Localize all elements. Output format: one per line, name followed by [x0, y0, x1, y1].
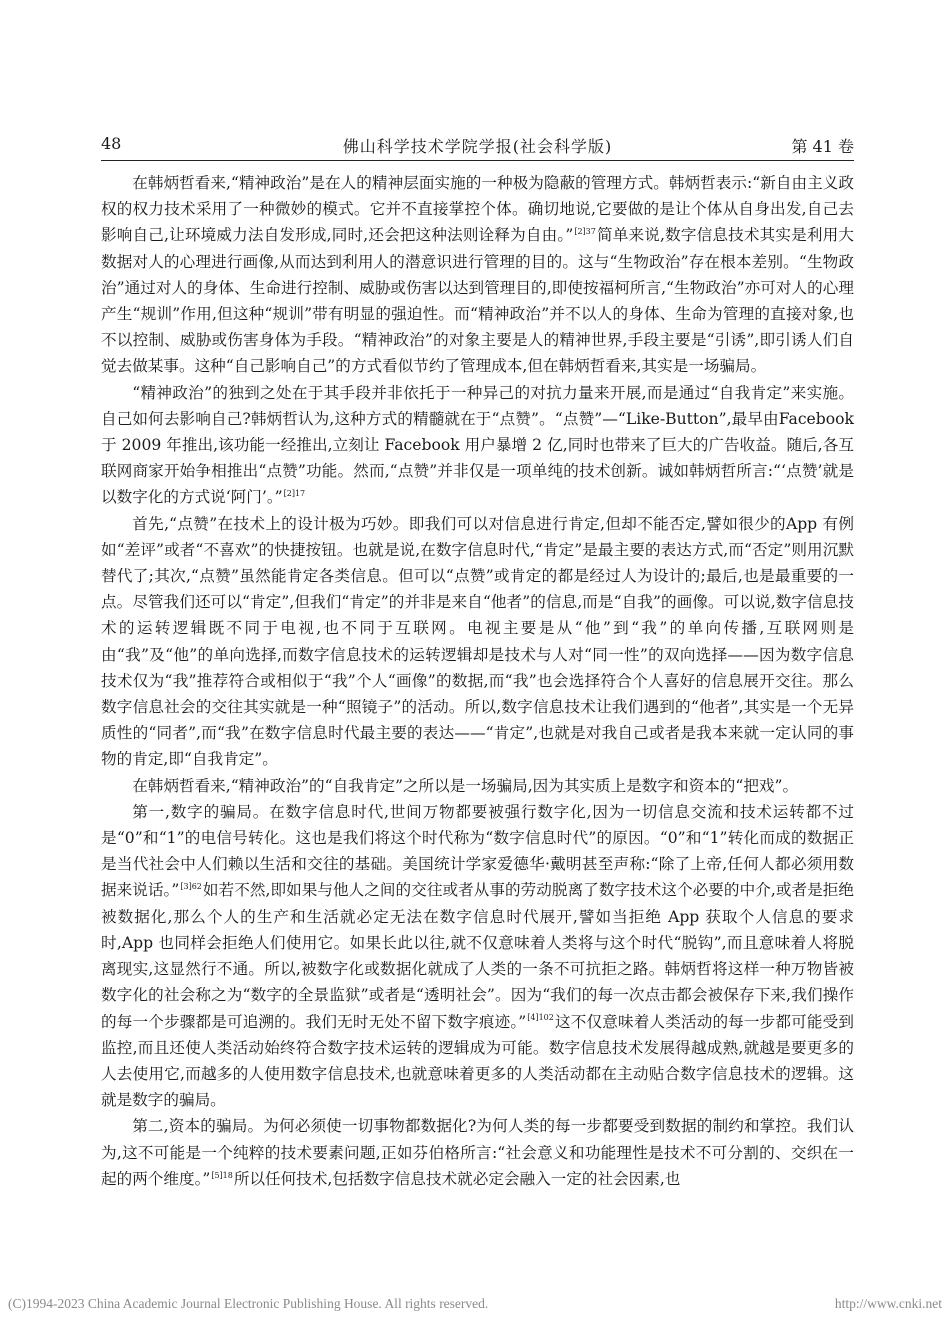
paragraph-text: 第一,数字的骗局。在数字信息时代,世间万物都要被强行数字化,因为一切信息交流和技术运转都不过是“0”和“1”的电信号转化。这也是我们将这个时代称为“数字信息时代”的原因。“0”和“1”转化而成的数据正是当代社会中人们赖以生活和交往的基础。美国统计学家爱德华·戴明甚至声称:“除了上帝,任何人都必须用数据来说话。” [101, 802, 854, 900]
article-body [101, 170, 854, 1192]
citation: [5]18 [211, 1170, 233, 1180]
paragraph-text: 简单来说,数字信息技术其实是利用大数据对人的心理进行画像,从而达到利用人的潜意识进行管理的目的。这与“生物政治”存在根本差别。“生物政治”通过对人的身体、生命进行控制、威胁或伤害以达到管理目的,即使按福柯所言,“生物政治”亦可对人的心理产生“规训”作用,但这种“规训”带有明显的强迫性。而“精神政治”并不以人的身体、生命为管理的直接对象,也不以控制、威胁或伤害身体为手段。“精神政治”的对象主要是人的精神世界,手段主要是“引诱”,即引诱人们自觉去做某事。这种“自己影响自己”的方式看似节约了管理成本,但在韩炳哲看来,其实是一场骗局。 [101, 226, 854, 376]
paragraph-3 [101, 511, 854, 773]
paragraph-text: 首先,“点赞”在技术上的设计极为巧妙。即我们可以对信息进行肯定,但却不能否定,譬如很少的App 有例如“差评”或者“不喜欢”的快捷按钮。也就是说,在数字信息时代,“肯定”是最主要的表达方式,而“否定”则用沉默替代了;其次,“点赞”虽然能肯定各类信息。但可以“点赞”或肯定的都是经过人为设计的;最后,也是最重要的一点。尽管我们还可以“肯定”,但我们“肯定”的并非是来自“他者”的信息,而是“自我”的画像。可以说,数字信息技术的运转逻辑既不同于电视,也不同于互联网。电视主要是从“他”到“我”的单向传播,互联网则是由“我”及“他”的单向选择,而数字信息技术的运转逻辑却是技术与人对“同一性”的双向选择——因为数字信息技术仅为“我”推荐符合或相似于“我”个人“画像”的数据,而“我”也会选择符合个人喜好的信息展开交往。那么数字信息社会的交往其实就是一种“照镜子”的活动。所以,数字信息技术让我们遇到的“他者”,其实是一个无异质性的“同者”,而“我”在数字信息时代最主要的表达——“肯定”,也就是对我自己或者是我本来就一定认同的事物的肯定,即“自我肯定”。 [101, 514, 854, 769]
paragraph-text: 第二,资本的骗局。为何必须使一切事物都数据化?为何人类的每一步都要受到数据的制约和掌控。我们认为,这不可能是一个纯粹的技术要素问题,正如芬伯格所言:“社会意义和功能理性是技术不可分割的、交织在一起的两个维度。” [101, 1117, 854, 1188]
paragraph-text: 这不仅意味着人类活动的每一步都可能受到监控,而且还使人类活动始终符合数字技术运转的逻辑成为可能。数字信息技术发展得越成熟,就越是要更多的人去使用它,而越多的人使用数字信息技术,也就意味着更多的人类活动都在主动贴合数字信息技术的逻辑。这就是数字的骗局。 [101, 1012, 854, 1110]
header-divider [101, 160, 854, 161]
running-header [101, 134, 854, 158]
copyright-notice: (C)1994-2023 China Academic Journal Electronic Publishing House. All rights reserved. [8, 1296, 489, 1311]
journal-title: 佛山科学技术学院学报(社会科学版) [342, 137, 613, 156]
volume-label: 第 41 卷 [791, 137, 854, 156]
citation: [4]102 [527, 1013, 554, 1023]
paragraph-1 [101, 170, 854, 380]
paragraph-6 [101, 1113, 854, 1192]
paragraph-text: 在韩炳哲看来,“精神政治”的“自我肯定”之所以是一场骗局,因为其实质上是数字和资本的“把戏”。 [132, 776, 799, 795]
paragraph-2 [101, 380, 854, 511]
paragraph-text: 所以任何技术,包括数字信息技术就必定会融入一定的社会因素,也 [233, 1169, 681, 1188]
paragraph-text: “精神政治”的独到之处在于其手段并非依托于一种异己的对抗力量来开展,而是通过“自我肯定”来实施。自己如何去影响自己?韩炳哲认为,这种方式的精髓就在于“点赞”。“点赞”—“Like-Button”,最早由Facebook 于 2009 年推出,该功能一经推出,立刻让 Facebook 用户暴增 2 亿,同时也带来了巨大的广告收益。随后,各互联网商家开始争相推出“点赞”功能。然而,“点赞”并非仅是一项单纯的技术创新。诚如韩炳哲所言:“‘点赞’就是以数字化的方式说‘阿门’。” [101, 383, 854, 507]
citation: [2]17 [283, 489, 306, 499]
citation: [2]37 [574, 227, 596, 237]
paragraph-5 [101, 799, 854, 1113]
paragraph-text: 在韩炳哲看来,“精神政治”是在人的精神层面实施的一种极为隐蔽的管理方式。韩炳哲表示:“新自由主义政权的权力技术采用了一种微妙的模式。它并不直接掌控个体。确切地说,它要做的是让个体从自身出发,自己去影响自己,让环境威力法自发形成,同时,还会把这种法则诠释为自由。” [101, 174, 854, 245]
citation: [3]62 [180, 882, 202, 892]
page-number: 48 [101, 134, 122, 153]
paragraph-text: 如若不然,即如果与他人之间的交往或者从事的劳动脱离了数字技术这个必要的中介,或者是拒绝被数据化,那么个人的生产和生活就必定无法在数字信息时代展开,譬如当拒绝 App 获取个人信息的要求时,App 也同样会拒绝人们使用它。如果长此以往,就不仅意味着人类将与这个时代“脱钩”,而且意味着人将脱离现实,这显然行不通。所以,被数字化或数据化就成了人类的一条不可抗拒之路。韩炳哲将这样一种万物皆被数字化的社会称之为“数字的全景监狱”或者是“透明社会”。因为“我们的每一次点击都会被保存下来,我们操作的每一个步骤都是可追溯的。我们无时无处不留下数字痕迹。” [101, 881, 854, 1031]
cnki-link[interactable]: http://www.cnki.net [834, 1296, 942, 1311]
paragraph-4 [101, 773, 854, 799]
